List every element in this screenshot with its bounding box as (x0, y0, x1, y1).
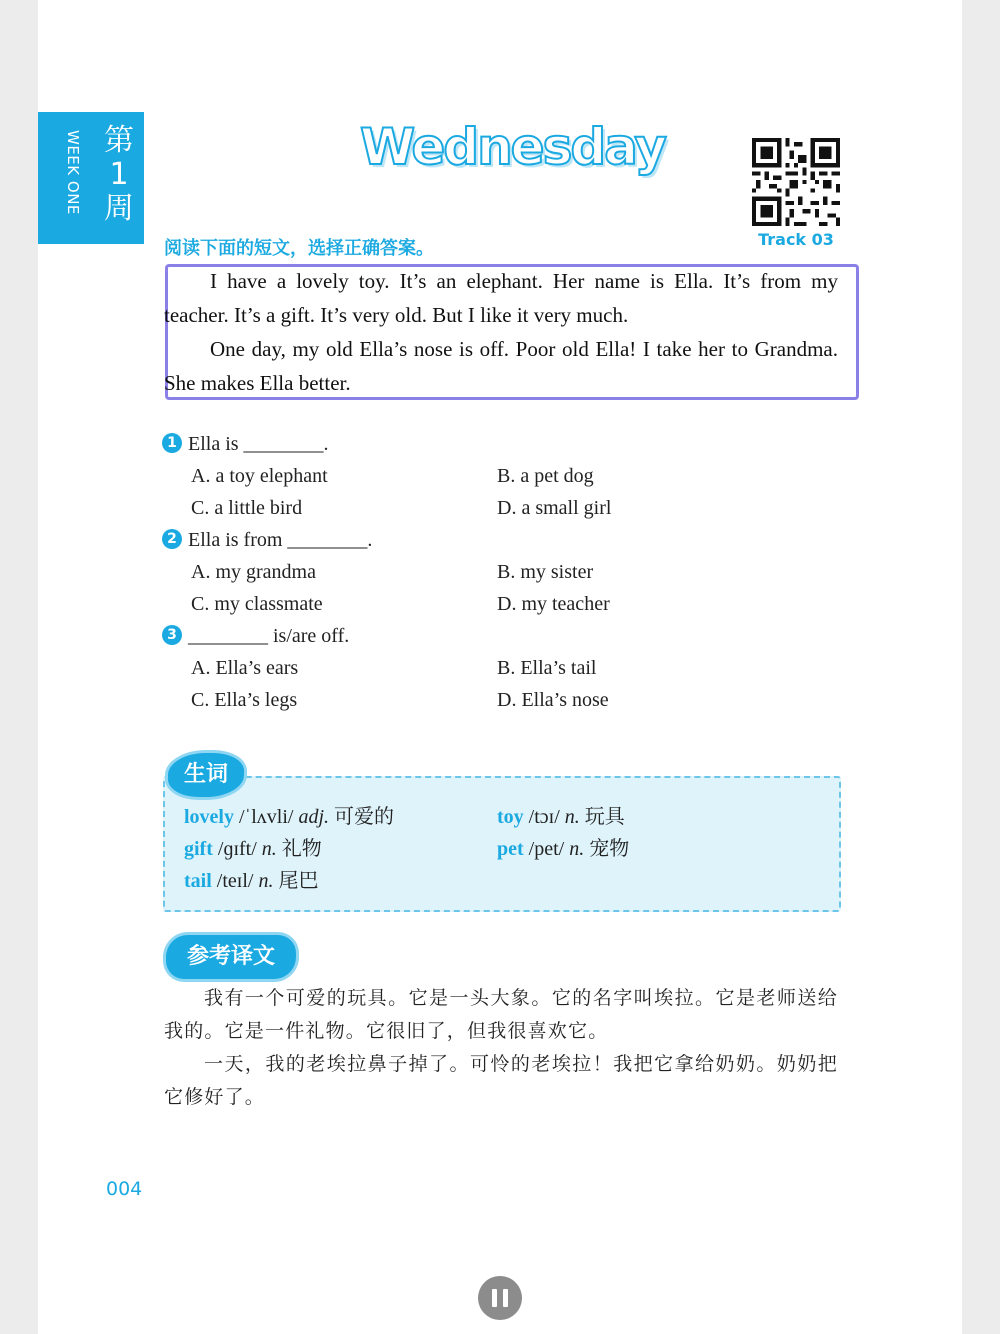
pause-icon (503, 1289, 508, 1307)
option-b[interactable]: B. Ella’s tail (497, 657, 597, 679)
passage-paragraph: One day, my old Ella’s nose is off. Poor old Ella! I take her to Grandma. She makes Ella better. (164, 337, 838, 395)
option-c[interactable]: C. a little bird (191, 497, 303, 519)
question-stem: ________ is/are off. (188, 625, 350, 647)
vocab-ipa: /ˈlʌvli/ (239, 806, 294, 828)
option-b[interactable]: B. a pet dog (497, 465, 594, 487)
option-d[interactable]: D. a small girl (497, 497, 612, 519)
question-number-badge: 1 (162, 433, 182, 453)
vocab-item (497, 833, 629, 865)
vocab-ipa: /teɪl/ (216, 870, 254, 892)
pause-button[interactable] (478, 1276, 522, 1320)
question-stem: Ella is from ________. (188, 529, 373, 551)
option-a[interactable]: A. my grandma (191, 561, 316, 583)
week-label-en: WEEK ONE (64, 130, 82, 215)
option-b[interactable]: B. my sister (497, 561, 594, 583)
passage-paragraph: I have a lovely toy. It’s an elephant. Her name is Ella. It’s from my teacher. It’s a gift. It’s very old. But I like it very much. (164, 269, 838, 327)
option-d[interactable]: D. Ella’s nose (497, 689, 609, 711)
question-number-badge: 3 (162, 625, 182, 645)
translation-paragraph: 一天，我的老埃拉鼻子掉了。可怜的老埃拉！我把它拿给奶奶。奶奶把它修好了。 (164, 1053, 838, 1108)
vocab-item (184, 865, 318, 897)
vocab-pos: n. (261, 838, 277, 860)
option-a[interactable]: A. Ella’s ears (191, 657, 299, 679)
vocab-ipa: /pet/ (528, 838, 565, 860)
vocab-pos: n. (569, 838, 585, 860)
option-d[interactable]: D. my teacher (497, 593, 610, 615)
vocab-item (184, 833, 322, 865)
week-tab (38, 112, 144, 244)
passage (164, 264, 838, 400)
vocab-meaning: 可爱的 (334, 806, 395, 828)
vocab-word: pet (497, 838, 524, 860)
translation-badge: 参考译文 (166, 935, 296, 979)
option-a[interactable]: A. a toy elephant (191, 465, 328, 487)
vocab-ipa: /tɔɪ/ (528, 806, 560, 828)
vocab-pos: n. (564, 806, 580, 828)
question-list (162, 428, 822, 716)
instruction: 阅读下面的短文，选择正确答案。 (164, 238, 434, 259)
translation (164, 982, 838, 1114)
vocab-meaning: 尾巴 (278, 870, 319, 892)
question-stem: Ella is ________. (188, 433, 329, 455)
question-3 (162, 620, 822, 652)
question-number-badge: 2 (162, 529, 182, 549)
question-1 (162, 428, 822, 460)
translation-paragraph: 我有一个可爱的玩具。它是一头大象。它的名字叫埃拉。它是老师送给我的。它是一件礼物。它很旧了，但我很喜欢它。 (164, 987, 838, 1042)
page-number: 004 (106, 1178, 143, 1200)
vocab-pos: adj. (298, 806, 330, 828)
vocab-ipa: /ɡɪft/ (217, 838, 257, 860)
option-c[interactable]: C. my classmate (191, 593, 323, 615)
pause-icon (492, 1289, 497, 1307)
vocab-word: toy (497, 806, 524, 828)
vocab-badge: 生词 (168, 753, 244, 797)
vocab-word: tail (184, 870, 212, 892)
question-2 (162, 524, 822, 556)
vocab-meaning: 礼物 (281, 838, 322, 860)
vocab-meaning: 宠物 (589, 838, 630, 860)
vocab-meaning: 玩具 (584, 806, 625, 828)
vocab-word: lovely (184, 806, 234, 828)
vocab-pos: n. (258, 870, 274, 892)
page-title: Wednesday (360, 118, 665, 176)
vocab-word: gift (184, 838, 213, 860)
vocab-item (184, 801, 394, 833)
option-c[interactable]: C. Ella’s legs (191, 689, 298, 711)
week-label-cn: 第 1 周 (104, 123, 134, 226)
qr-code-icon[interactable] (752, 138, 840, 226)
vocab-item (497, 801, 625, 833)
track-label: Track 03 (758, 230, 834, 249)
